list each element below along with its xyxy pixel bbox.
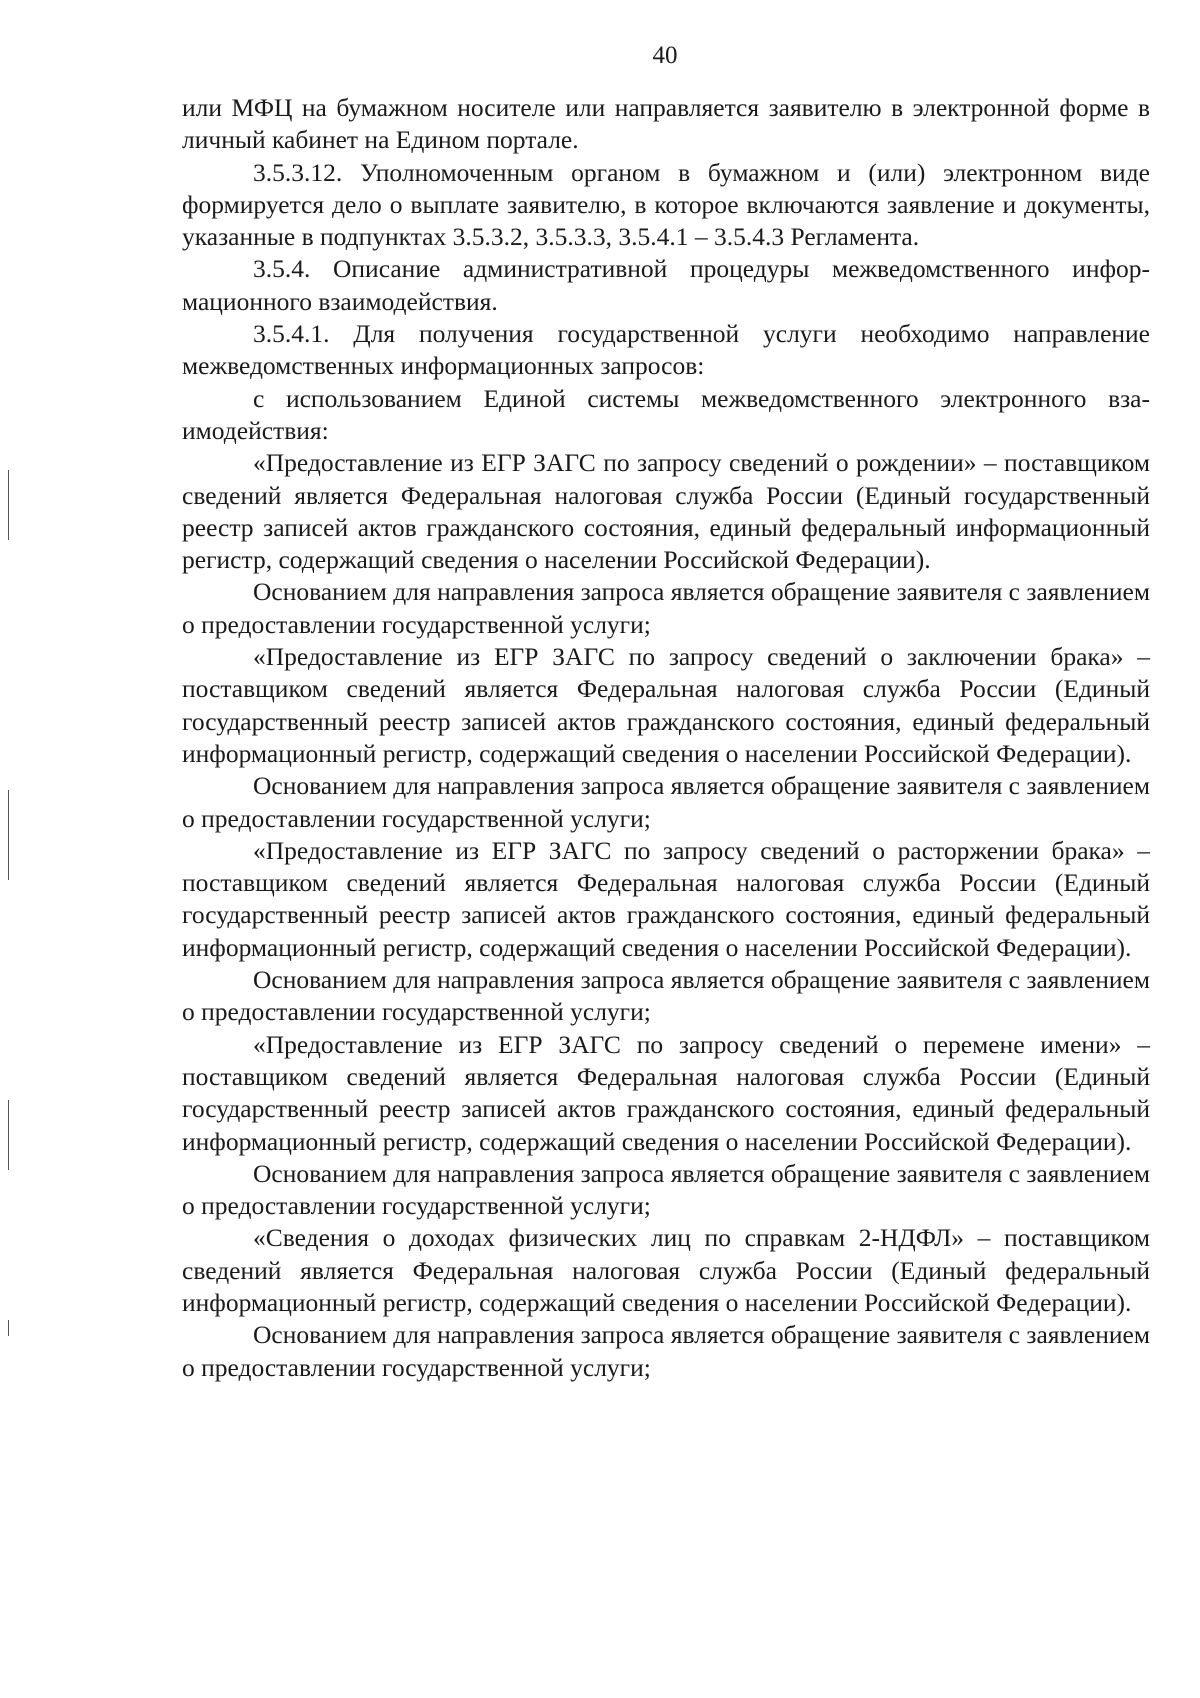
paragraph: Основанием для направления запроса является обращение заявителя с заявлением о предоставлении государственной услуги; (182, 771, 1150, 833)
scan-artifact (8, 790, 9, 880)
page-number: 40 (652, 42, 678, 69)
paragraph: 3.5.4.1. Для получения государственной услуги необходимо направление межведомственных информационных запросов: (182, 319, 1150, 381)
paragraph: 3.5.3.12. Уполномоченным органом в бумажном и (или) электронном виде формируется дело о выплате заявителю, в которое включаются заявление и документы, указанные в подпунктах 3.5.3.2, 3.5.3.3, 3.5.4.1 – 3.5.4.3 Регламента. (182, 157, 1150, 252)
paragraph: «Предоставление из ЕГР ЗАГС по запросу сведений о рождении» – поставщиком сведений является Федеральная налоговая служба России (Единый государственный реестр записей актов гражданского состояния, единый федеральный информационный регистр, содержащий сведения о населении Российской Федерации). (182, 448, 1150, 575)
paragraph: «Сведения о доходах физических лиц по справкам 2-НДФЛ» – поставщиком сведений является Федеральная налоговая служба России (Единый федеральный информационный регистр, содержащий сведения о населении Российской Федерации). (182, 1223, 1150, 1317)
scan-artifact (8, 1100, 9, 1170)
paragraph: 3.5.4. Описание административной процедуры межведомственного информационного взаимодействия. (182, 254, 1150, 316)
paragraph: с использованием Единой системы межведомственного электронного взаимодействия: (182, 383, 1150, 445)
paragraph: «Предоставление из ЕГР ЗАГС по запросу сведений о перемене имени» – поставщиком сведений является Федеральная налоговая служба России (Единый государственный реестр записей актов гражданского состояния, единый федеральный информационный регистр, содержащий сведения о населении Российской Федерации). (182, 1029, 1150, 1156)
paragraph: «Предоставление из ЕГР ЗАГС по запросу сведений о заключении брака» – поставщиком сведений является Федеральная налоговая служба России (Единый государственный реестр записей актов гражданского состояния, единый федеральный информационный регистр, содержащий сведения о населении Российской Федерации). (182, 642, 1150, 768)
scan-artifact (8, 1320, 9, 1336)
scan-artifact (8, 470, 9, 540)
body-text (182, 92, 1150, 1384)
paragraph: или МФЦ на бумажном носителе или направляется заявителю в электронной форме в личный кабинет на Едином портале. (182, 93, 1150, 155)
paragraph: Основанием для направления запроса является обращение заявителя с заявлением о предоставлении государственной услуги; (182, 577, 1150, 639)
paragraph: Основанием для направления запроса является обращение заявителя с заявлением о предоставлении государственной услуги; (182, 1158, 1150, 1221)
paragraph: Основанием для направления запроса является обращение заявителя с заявлением о предоставлении государственной услуги; (182, 1320, 1150, 1382)
paragraph: Основанием для направления запроса является обращение заявителя с заявлением о предоставлении государственной услуги; (182, 965, 1150, 1027)
paragraph: «Предоставление из ЕГР ЗАГС по запросу сведений о расторжении брака» – поставщиком сведений является Федеральная налоговая служба России (Единый государственный реестр записей актов гражданского состояния, единый федеральный информационный регистр, содержащий сведения о населении Российской Федерации). (182, 835, 1150, 962)
